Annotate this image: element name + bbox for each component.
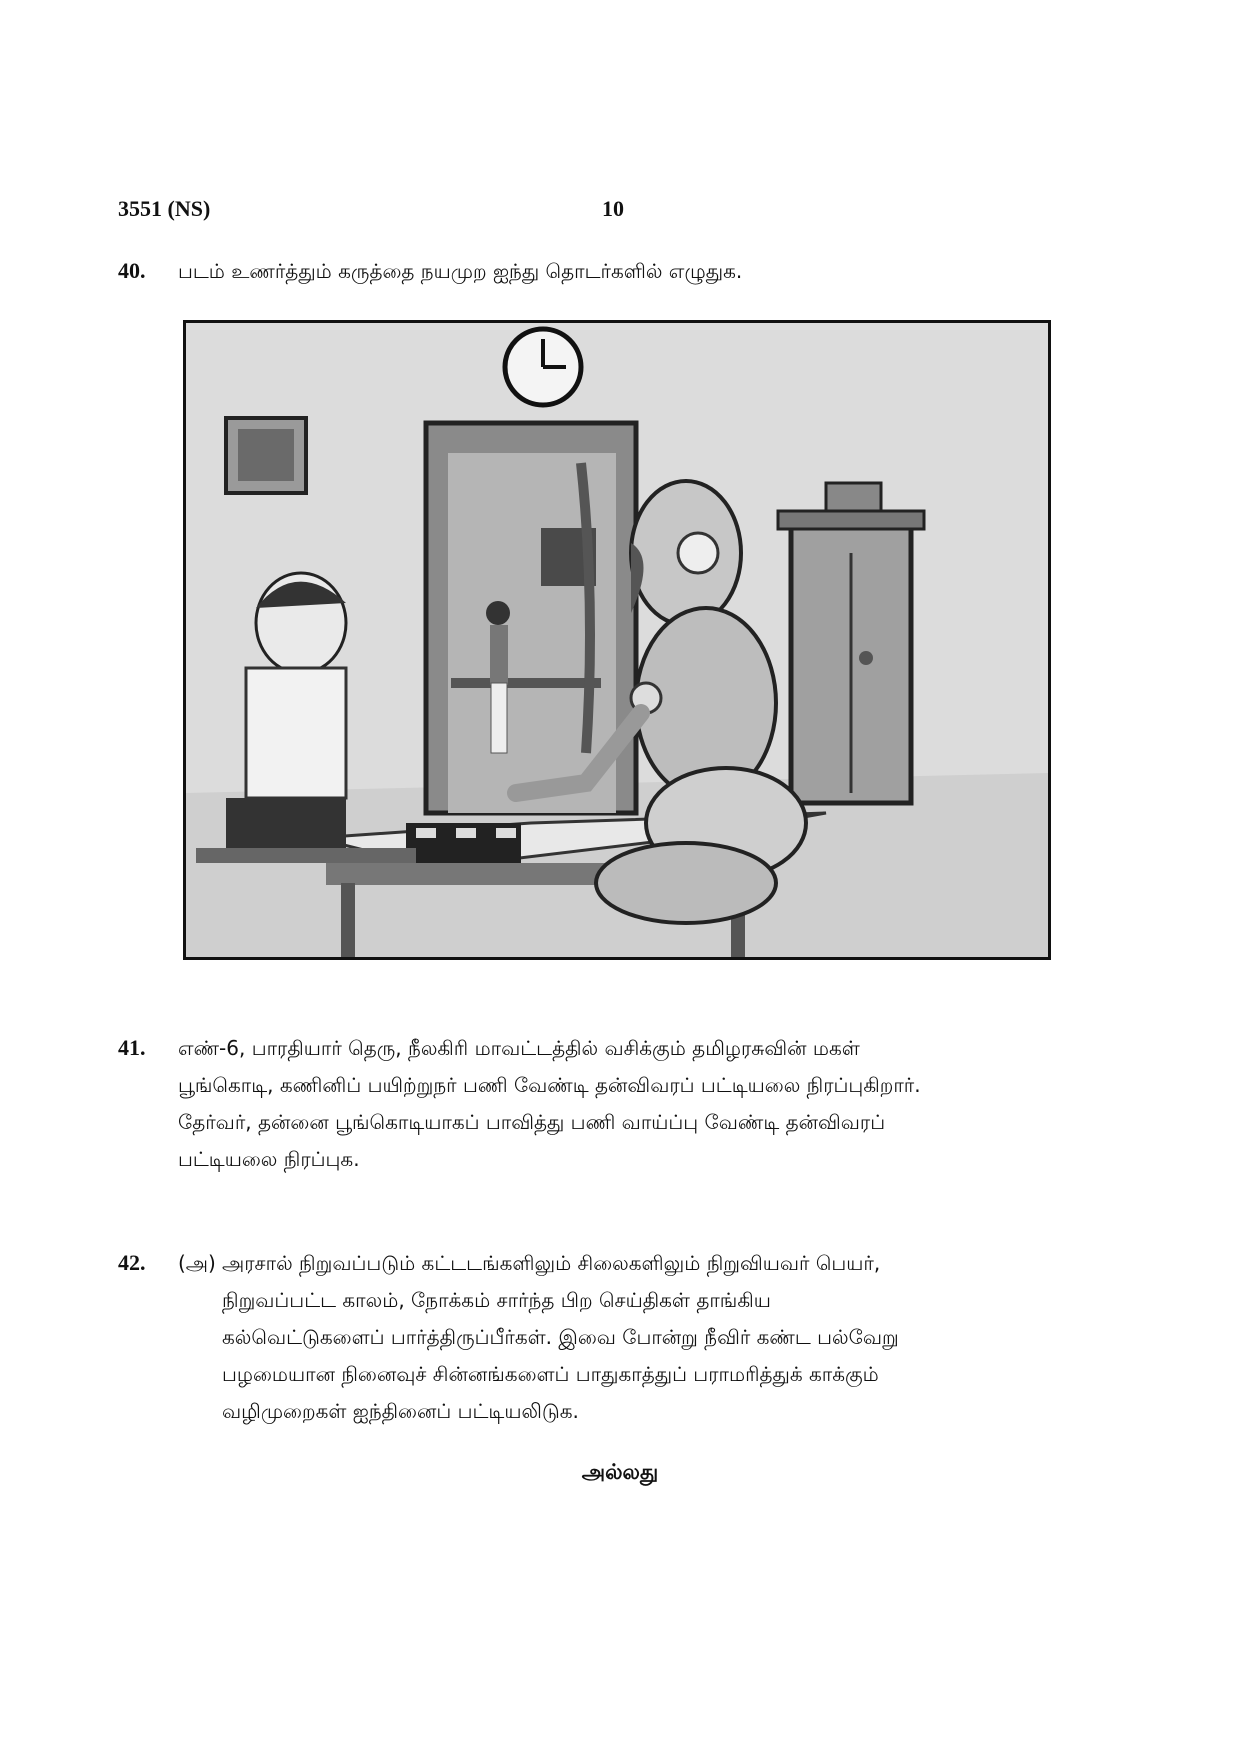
question-41-line: பட்டியலை நிரப்புக. <box>178 1147 360 1171</box>
page-number: 10 <box>602 196 624 221</box>
question-42-text <box>222 1245 1068 1430</box>
question-42-line: நிறுவப்பட்ட காலம், நோக்கம் சார்ந்த பிற செய்திகள் தாங்கிய <box>222 1288 771 1312</box>
cupboard-icon <box>778 483 924 803</box>
question-42-sub-label: (அ) <box>178 1251 216 1275</box>
question-42-line: வழிமுறைகள் ஐந்தினைப் பட்டியலிடுக. <box>222 1399 579 1423</box>
question-42-number-text: 42. <box>118 1250 146 1275</box>
question-42-number <box>118 1250 146 1276</box>
illustration-drawing <box>186 323 1048 957</box>
question-42-line: கல்வெட்டுகளைப் பார்த்திருப்பீர்கள். இவை போன்று நீவிர் கண்ட பல்வேறு <box>222 1325 899 1349</box>
question-41-text <box>178 1030 1068 1178</box>
header-code: 3551 (NS) <box>118 196 211 221</box>
illustration-figure <box>183 320 1051 960</box>
question-42-line: அரசால் நிறுவப்படும் கட்டடங்களிலும் சிலைகளிலும் நிறுவியவர் பெயர், <box>222 1251 881 1275</box>
question-40-text: படம் உணர்த்தும் கருத்தை நயமுற ஐந்து தொடர்களில் எழுதுக. <box>178 259 743 283</box>
question-40-number: 40. <box>118 258 146 283</box>
question-42-line: பழமையான நினைவுச் சின்னங்களைப் பாதுகாத்துப் பராமரித்துக் காக்கும் <box>222 1362 879 1386</box>
question-41-line: பூங்கொடி, கணினிப் பயிற்றுநர் பணி வேண்டி தன்விவரப் பட்டியலை நிரப்புகிறார். <box>178 1073 921 1097</box>
question-41-line: எண்-6, பாரதியார் தெரு, நீலகிரி மாவட்டத்தில் வசிக்கும் தமிழரசுவின் மகள் <box>178 1036 860 1060</box>
wall-picture-icon <box>226 418 306 493</box>
question-41-number: 41. <box>118 1035 146 1060</box>
or-separator: அல்லது <box>581 1460 659 1484</box>
clock-icon <box>505 329 581 405</box>
question-41-line: தேர்வர், தன்னை பூங்கொடியாகப் பாவித்து பணி வாய்ப்பு வேண்டி தன்விவரப் <box>178 1110 886 1134</box>
